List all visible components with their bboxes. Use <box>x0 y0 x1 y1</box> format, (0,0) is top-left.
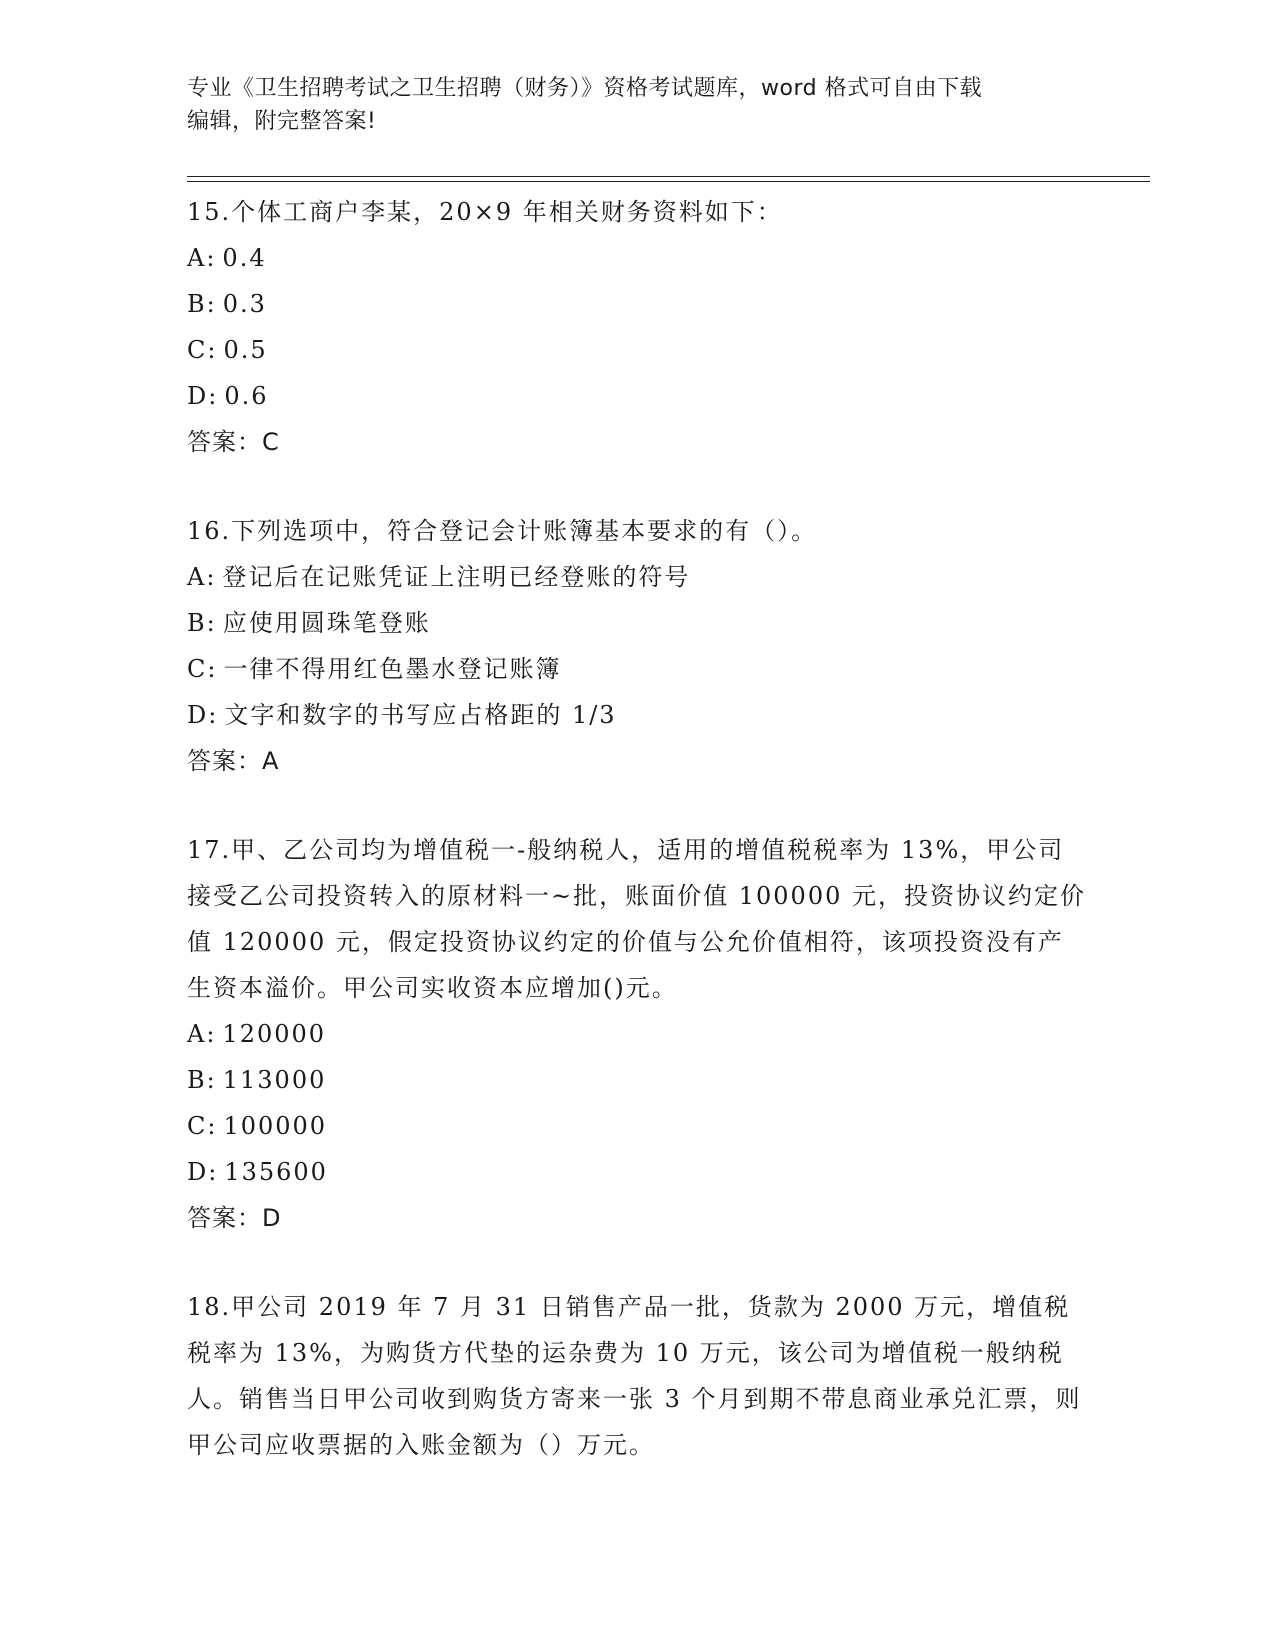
question-stem: 15.个体工商户李某，20×9 年相关财务资料如下： <box>187 198 783 226</box>
answer-line: 答案：D <box>187 1204 282 1232</box>
question-16 <box>187 508 1087 784</box>
option-key: B: <box>187 290 217 318</box>
option-a <box>187 554 1087 600</box>
option-text: 登记后在记账凭证上注明已经登账的符号 <box>222 563 691 591</box>
question-stem: 17.甲、乙公司均为增值税一-般纳税人，适用的增值税税率为 13%，甲公司接受乙公司投资转入的原材料一~批，账面价值 100000 元，投资协议约定价值 120000 元，假定投资协议约定的价值与公允价值相符，该项投资没有产生资本溢价。甲公司实收资本应增加()元。 <box>187 836 1086 1002</box>
option-a <box>187 235 1087 281</box>
header-divider-bottom <box>187 181 1150 182</box>
option-key: D: <box>187 1158 219 1186</box>
option-d <box>187 373 1087 419</box>
option-text: 0.5 <box>223 336 268 364</box>
option-key: A: <box>187 244 217 272</box>
option-text: 应使用圆珠笔登账 <box>222 609 431 637</box>
option-key: B: <box>187 1066 217 1094</box>
question-stem: 16.下列选项中，符合登记会计账簿基本要求的有（）。 <box>187 517 818 545</box>
option-d <box>187 692 1087 738</box>
option-b <box>187 281 1087 327</box>
option-key: A: <box>187 1020 217 1048</box>
question-list <box>187 189 1087 1511</box>
option-text: 0.6 <box>224 382 269 410</box>
option-key: D: <box>187 701 219 729</box>
option-text: 113000 <box>222 1066 327 1094</box>
option-text: 0.3 <box>222 290 267 318</box>
option-b <box>187 1057 1087 1103</box>
option-text: 100000 <box>223 1112 328 1140</box>
question-stem: 18.甲公司 2019 年 7 月 31 日销售产品一批，货款为 2000 万元，增值税税率为 13%，为购货方代垫的运杂费为 10 万元，该公司为增值税一般纳税人。销售当日甲公司收到购货方寄来一张 3 个月到期不带息商业承兑汇票，则甲公司应收票据的入账金额为（）万元。 <box>187 1293 1082 1459</box>
option-text: 0.4 <box>222 244 267 272</box>
option-key: C: <box>187 336 218 364</box>
answer-line: 答案：A <box>187 747 280 775</box>
header-line-1: 专业《卫生招聘考试之卫生招聘（财务）》资格考试题库，word 格式可自由下载 <box>187 76 983 101</box>
option-d <box>187 1149 1087 1195</box>
header-line-2: 编辑，附完整答案! <box>187 109 377 134</box>
option-key: A: <box>187 563 217 591</box>
option-c <box>187 1103 1087 1149</box>
option-key: B: <box>187 609 217 637</box>
option-c <box>187 646 1087 692</box>
header-divider-top <box>187 176 1150 177</box>
option-text: 文字和数字的书写应占格距的 1/3 <box>224 701 617 729</box>
option-text: 一律不得用红色墨水登记账簿 <box>223 655 562 683</box>
question-17 <box>187 827 1087 1241</box>
question-18 <box>187 1284 1087 1468</box>
page-header <box>187 72 1087 138</box>
option-key: C: <box>187 1112 218 1140</box>
option-text: 120000 <box>222 1020 327 1048</box>
option-key: C: <box>187 655 218 683</box>
option-key: D: <box>187 382 219 410</box>
option-a <box>187 1011 1087 1057</box>
question-15 <box>187 189 1087 465</box>
answer-line: 答案：C <box>187 428 280 456</box>
option-text: 135600 <box>224 1158 328 1186</box>
option-b <box>187 600 1087 646</box>
option-c <box>187 327 1087 373</box>
